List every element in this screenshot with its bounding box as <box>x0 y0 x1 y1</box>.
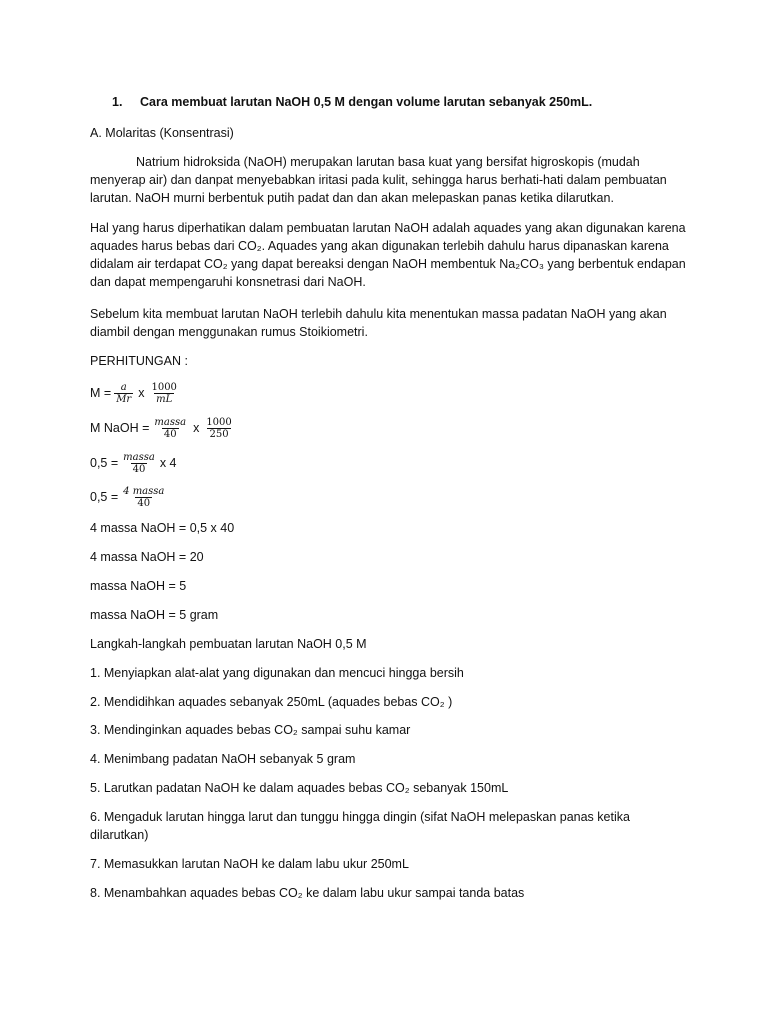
multiply-sign: x <box>138 386 145 400</box>
step-item: 1. Menyiapkan alat-alat yang digunakan dan mencuci hingga bersih <box>90 666 464 680</box>
numerator: a <box>120 381 127 393</box>
numerator: massa <box>154 416 187 428</box>
multiply-sign: x <box>193 421 200 435</box>
calc-line: 4 massa NaOH = 20 <box>90 550 204 564</box>
numerator: massa <box>123 451 155 463</box>
denominator: Mr <box>116 393 132 405</box>
section-a-heading: A. Molaritas (Konsentrasi) <box>90 126 234 140</box>
numerator: 1000 <box>151 381 177 393</box>
denominator: 40 <box>137 497 151 509</box>
denominator: 40 <box>132 463 146 475</box>
numerator: 1000 <box>206 416 232 428</box>
formula-lhs: M NaOH = <box>90 421 150 435</box>
step-item: 6. Mengaduk larutan hingga larut dan tunggu hingga dingin (sifat NaOH melepaskan panas ketika dilarutkan) <box>90 810 630 842</box>
formula-molarity-naoh <box>90 413 690 443</box>
main-title <box>112 93 672 111</box>
calculation-heading: PERHITUNGAN : <box>90 354 188 368</box>
denominator: 250 <box>209 428 229 440</box>
formula-step-3 <box>90 448 690 478</box>
title-text: Cara membuat larutan NaOH 0,5 M dengan volume larutan sebanyak 250mL. <box>140 95 593 109</box>
fraction <box>121 486 166 509</box>
denominator: 40 <box>163 428 177 440</box>
fraction <box>121 452 157 475</box>
fraction <box>114 382 133 405</box>
formula-lhs: 0,5 = <box>90 490 119 504</box>
step-item: 7. Memasukkan larutan NaOH ke dalam labu ukur 250mL <box>90 857 409 871</box>
step-item: 4. Menimbang padatan NaOH sebanyak 5 gram <box>90 752 356 766</box>
numerator: 4 massa <box>123 485 165 497</box>
fraction <box>149 382 178 405</box>
step-item: 8. Menambahkan aquades bebas CO₂ ke dalam labu ukur sampai tanda batas <box>90 886 525 900</box>
step-item: 5. Larutkan padatan NaOH ke dalam aquades bebas CO₂ sebanyak 150mL <box>90 781 509 795</box>
formula-lhs: M = <box>90 386 112 400</box>
calc-line: massa NaOH = 5 <box>90 579 187 593</box>
steps-heading: Langkah-langkah pembuatan larutan NaOH 0,5 M <box>90 637 367 651</box>
paragraph-stoichiometry: Sebelum kita membuat larutan NaOH terlebih dahulu kita menentukan massa padatan NaOH yang akan diambil dengan menggunakan rumus Stoikiometri. <box>90 307 667 339</box>
step-item: 3. Mendinginkan aquades bebas CO₂ sampai suhu kamar <box>90 723 411 737</box>
fraction <box>152 417 188 440</box>
calc-line: massa NaOH = 5 gram <box>90 608 219 622</box>
paragraph-naoh-description: Natrium hidroksida (NaOH) merupakan larutan basa kuat yang bersifat higroskopis (mudah menyerap air) dan danpat menyebabkan iritasi pada kulit, sehingga harus berhati-hati dalam pembuatan larutan. NaOH murni berbentuk putih padat dan dan akan melepaskan panas ketika dilarutkan. <box>90 155 667 205</box>
formula-step-4 <box>90 482 690 512</box>
step-item: 2. Mendidihkan aquades sebanyak 250mL (aquades bebas CO₂ ) <box>90 695 453 709</box>
calc-line: 4 massa NaOH = 0,5 x 40 <box>90 521 235 535</box>
denominator: mL <box>156 393 173 405</box>
formula-molarity <box>90 378 690 408</box>
formula-tail: x 4 <box>159 456 177 470</box>
formula-lhs: 0,5 = <box>90 456 119 470</box>
fraction <box>204 417 233 440</box>
paragraph-aquades-note: Hal yang harus diperhatikan dalam pembuatan larutan NaOH adalah aquades yang akan digunakan karena aquades harus bebas dari CO₂. Aquades yang akan digunakan terlebih dahulu harus dipanaskan karena didalam air terdapat CO₂ yang dapat bereaksi dengan NaOH membentuk Na₂CO₃ yang berbentuk endapan dan dapat mempengaruhi konsnetrasi dari NaOH. <box>90 221 686 289</box>
title-number: 1. <box>112 95 123 109</box>
